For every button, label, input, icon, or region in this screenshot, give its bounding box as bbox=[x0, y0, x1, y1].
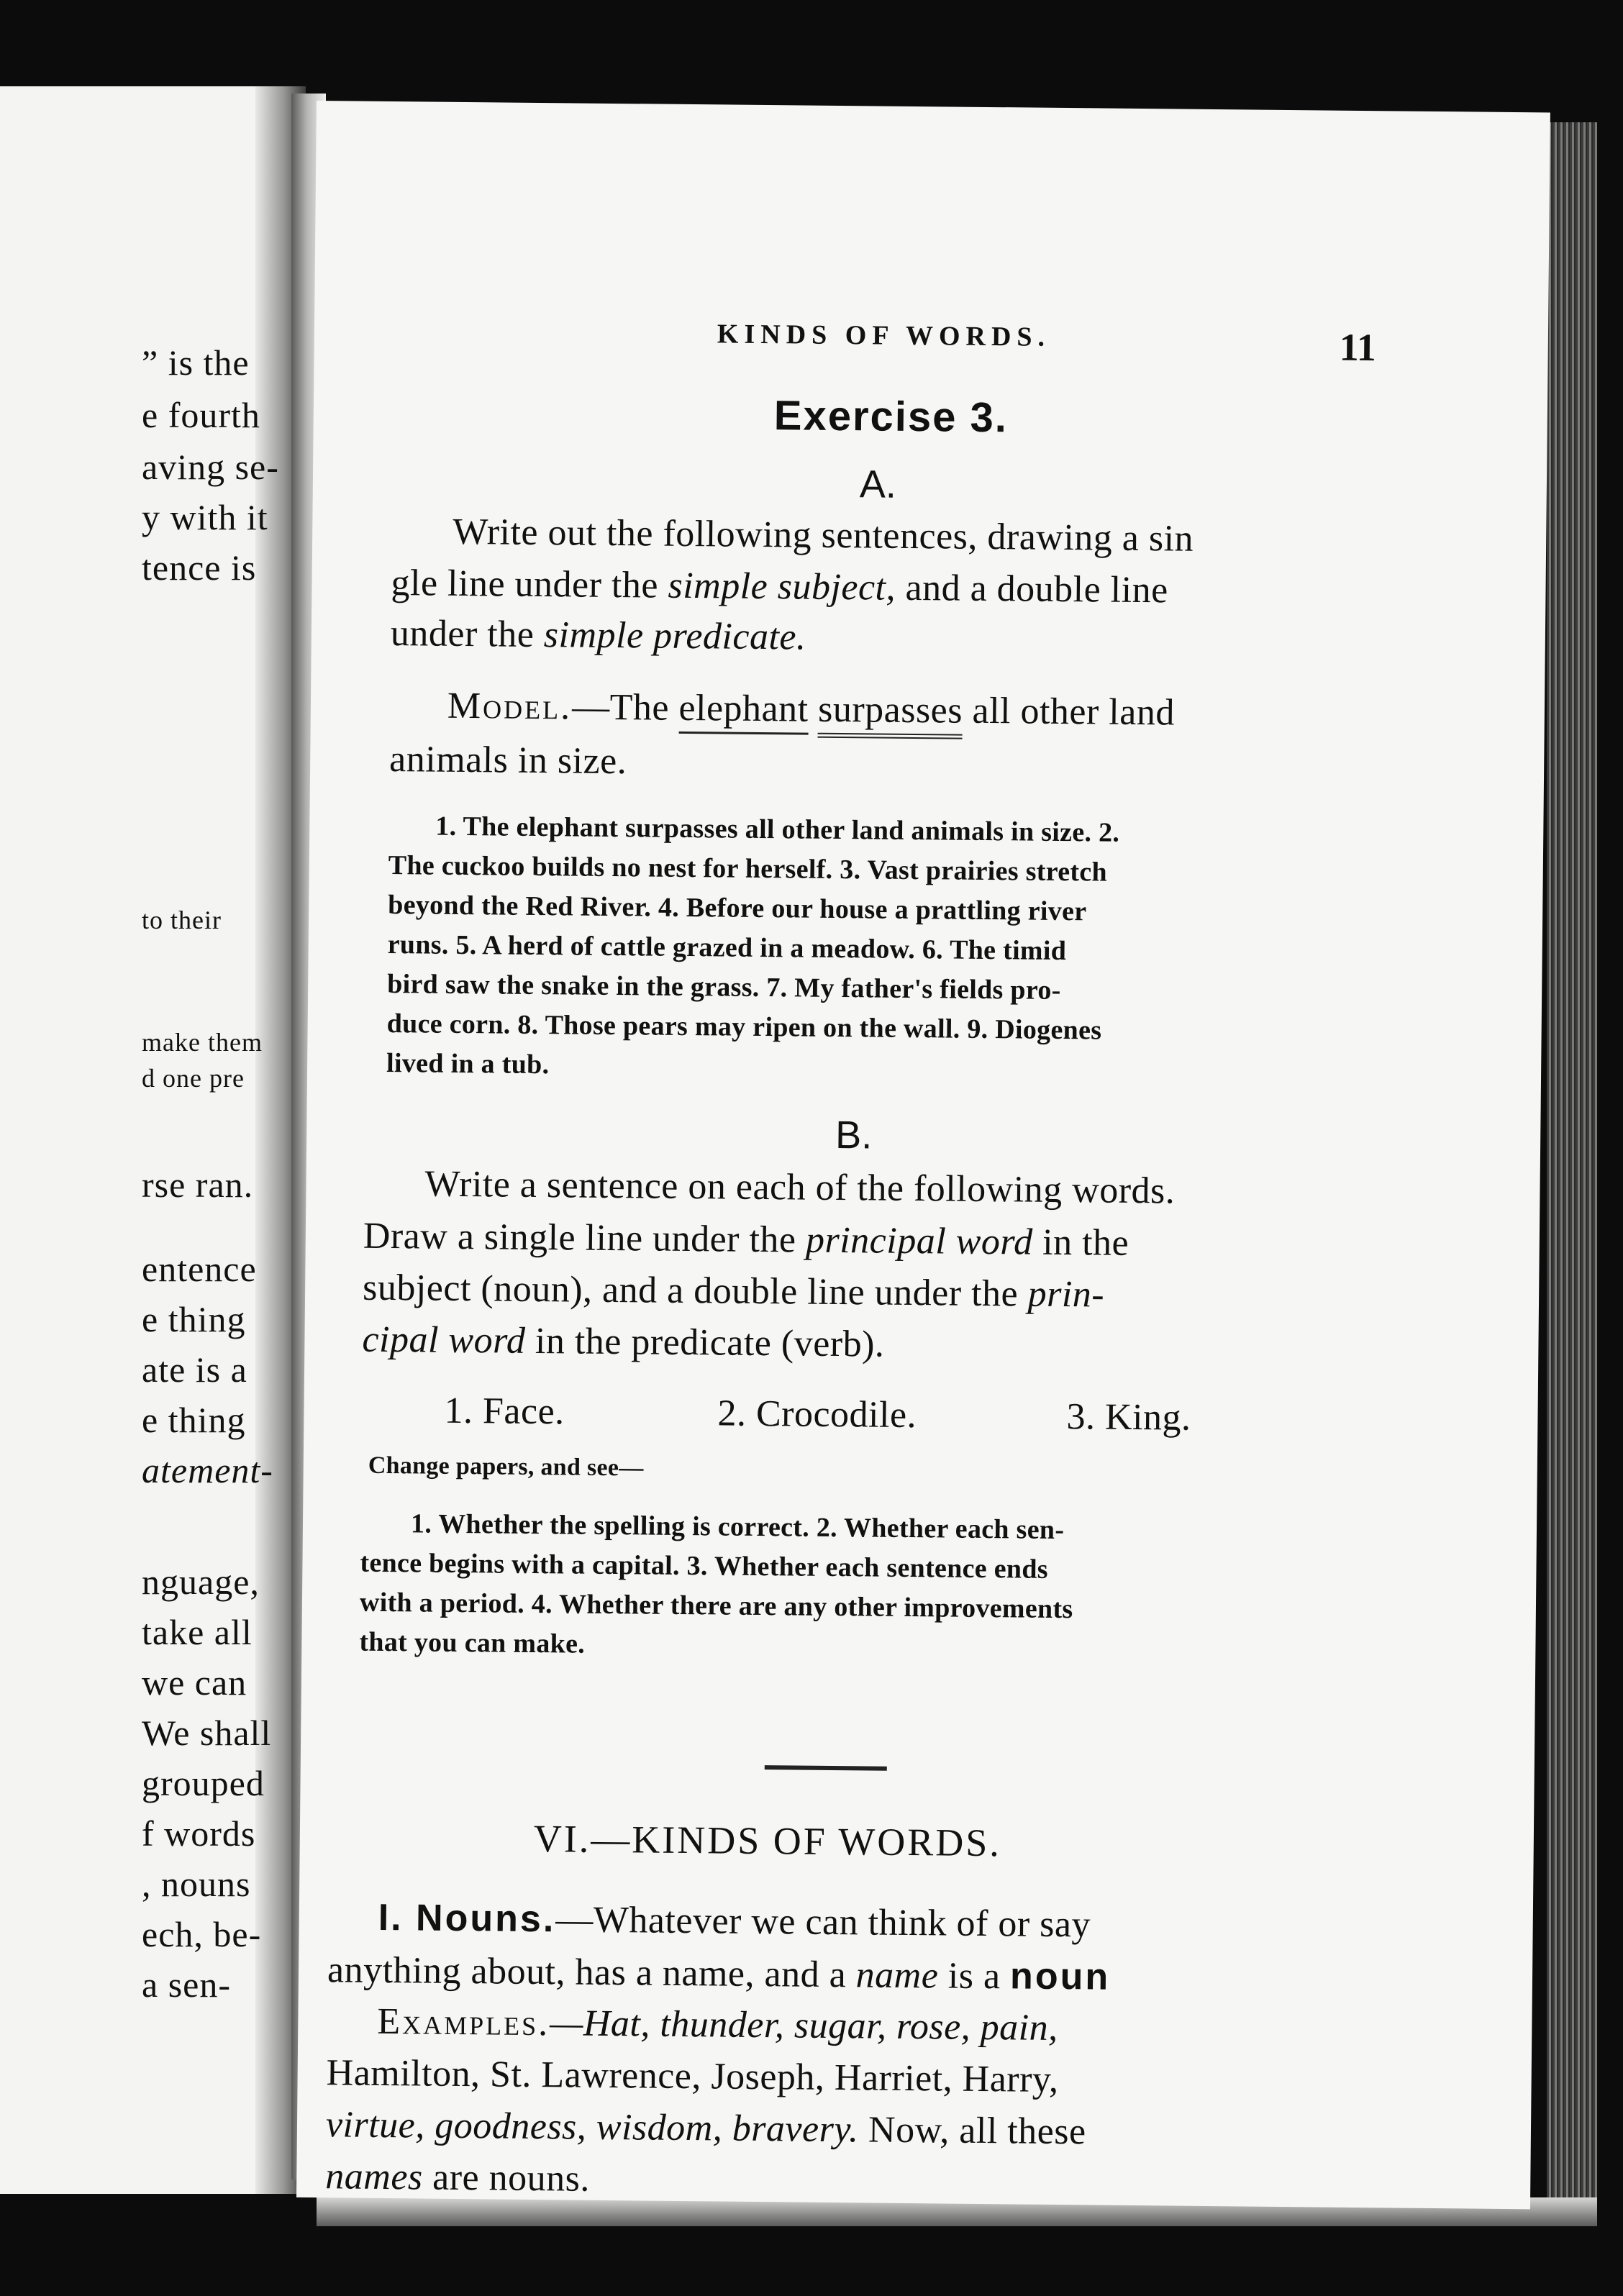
word-list-item: 3. King. bbox=[1066, 1396, 1191, 1439]
left-page-line: ate is a bbox=[142, 1349, 247, 1390]
part-a-sentence-line: The cuckoo builds no nest for herself. 3. Vast prairies stretch bbox=[388, 850, 1108, 888]
text: is a bbox=[938, 1955, 1011, 1997]
text bbox=[808, 689, 818, 730]
left-page-line: atement- bbox=[142, 1450, 273, 1490]
left-page bbox=[0, 86, 306, 2194]
part-a-letter: A. bbox=[859, 463, 897, 506]
exercise-heading: Exercise 3. bbox=[773, 392, 1009, 442]
left-page-line: e thing bbox=[142, 1400, 246, 1440]
left-page-line: take all bbox=[142, 1612, 253, 1652]
left-page-line: make them bbox=[142, 1028, 263, 1057]
left-page-line: aving se- bbox=[142, 447, 279, 487]
part-a-sentence-line: runs. 5. A herd of cattle grazed in a meadow. 6. The timid bbox=[387, 929, 1067, 967]
left-page-line: to their bbox=[142, 906, 222, 934]
emphasis-text: cipal word bbox=[362, 1318, 526, 1362]
text: Write out the following sentences, drawing a sin bbox=[452, 511, 1194, 560]
emphasis-text: virtue, goodness, wisdom, bravery. bbox=[325, 2104, 859, 2151]
nouns-label: I. Nouns. bbox=[378, 1896, 556, 1941]
change-papers-label: Change papers, and see— bbox=[368, 1452, 644, 1482]
left-page-line: rse ran. bbox=[142, 1165, 254, 1205]
section-divider-rule bbox=[765, 1765, 887, 1771]
emphasis-text: name bbox=[855, 1954, 939, 1997]
left-page-line: ech, be- bbox=[142, 1914, 262, 1954]
left-page-line: y with it bbox=[142, 497, 268, 537]
left-page-line: we can bbox=[142, 1662, 247, 1703]
text: in the predicate (verb). bbox=[525, 1320, 885, 1365]
emphasis-text: principal word bbox=[805, 1219, 1033, 1263]
page-number: 11 bbox=[1339, 325, 1377, 370]
model-label: Model. bbox=[447, 685, 573, 728]
left-page-line: f words bbox=[142, 1813, 256, 1854]
left-page-line: , nouns bbox=[142, 1864, 251, 1904]
word-list-item: 1. Face. bbox=[444, 1390, 565, 1433]
left-page-line: e fourth bbox=[142, 395, 260, 435]
left-page-line: We shall bbox=[142, 1713, 272, 1753]
examples-line bbox=[377, 2000, 1058, 2049]
text: in the bbox=[1032, 1221, 1129, 1264]
part-a-sentence-line: lived in a tub. bbox=[386, 1047, 550, 1080]
emphasis-text: names bbox=[325, 2156, 423, 2198]
text: anything about, has a name, and a bbox=[327, 1949, 856, 1996]
part-a-sentence-line: duce corn. 8. Those pears may ripen on the wall. 9. Diogenes bbox=[386, 1008, 1102, 1046]
emphasis-text: simple subject, bbox=[668, 565, 896, 609]
part-b-instruction-line bbox=[362, 1318, 885, 1366]
text: subject (noun), and a double line under the bbox=[362, 1267, 1028, 1315]
text: and a double line bbox=[895, 567, 1168, 611]
examples-label: Examples. bbox=[377, 2000, 550, 2044]
nouns-line bbox=[327, 1948, 1111, 1998]
left-page-line: d one pre bbox=[142, 1064, 245, 1093]
check-line: 1. Whether the spelling is correct. 2. Whether each sen- bbox=[410, 1508, 1065, 1546]
left-page-line: entence bbox=[142, 1249, 257, 1289]
emphasis-text: prin- bbox=[1027, 1273, 1105, 1316]
check-line: with a period. 4. Whether there are any other improvements bbox=[359, 1587, 1073, 1625]
model-line bbox=[447, 685, 1176, 734]
right-page bbox=[296, 101, 1550, 2209]
examples-line bbox=[325, 2155, 590, 2200]
running-header: KINDS OF WORDS. bbox=[717, 319, 1051, 352]
left-page-line: ” is the bbox=[142, 342, 250, 383]
text: gle line under the bbox=[391, 562, 668, 606]
part-a-instruction-line bbox=[391, 562, 1168, 611]
text: under the bbox=[390, 613, 545, 656]
section-heading: VI.—KINDS OF WORDS. bbox=[533, 1817, 1002, 1865]
model-subject-single-underline: elephant bbox=[678, 688, 809, 735]
emphasis-text: simple predicate. bbox=[543, 614, 806, 658]
text: —The bbox=[571, 686, 679, 729]
left-page-line: nguage, bbox=[142, 1562, 260, 1602]
left-page-line: a sen- bbox=[142, 1964, 231, 2005]
part-b-instruction-line bbox=[363, 1215, 1129, 1265]
emphasis-text: —Hat, thunder, sugar, rose, pain, bbox=[549, 2003, 1058, 2049]
check-line: that you can make. bbox=[359, 1626, 586, 1659]
examples-line bbox=[326, 2103, 1086, 2153]
text: Write a sentence on each of the following words. bbox=[424, 1163, 1176, 1212]
examples-line: Hamilton, St. Lawrence, Joseph, Harriet, Harry, bbox=[326, 2052, 1059, 2101]
part-a-sentence-line: bird saw the snake in the grass. 7. My father's fields pro- bbox=[387, 969, 1061, 1006]
part-b-instruction-line bbox=[424, 1163, 1175, 1213]
text: —Whatever we can think of or say bbox=[555, 1899, 1091, 1946]
left-page-line: tence is bbox=[142, 547, 257, 588]
model-line: animals in size. bbox=[388, 739, 627, 783]
part-b-instruction-line bbox=[363, 1267, 1105, 1316]
part-a-instruction-line bbox=[391, 612, 806, 659]
model-predicate-double-underline: surpasses bbox=[818, 689, 963, 739]
part-a-instruction-line bbox=[453, 511, 1194, 560]
noun-term: noun bbox=[1009, 1955, 1111, 1998]
text: Now, all these bbox=[858, 2109, 1086, 2153]
page-edges bbox=[1547, 122, 1597, 2223]
part-a-sentence-line: 1. The elephant surpasses all other land animals in size. 2. bbox=[435, 811, 1120, 848]
check-line: tence begins with a capital. 3. Whether each sentence ends bbox=[360, 1547, 1049, 1585]
text: Draw a single line under the bbox=[363, 1215, 806, 1261]
text: are nouns. bbox=[422, 2156, 591, 2200]
left-page-line: e thing bbox=[142, 1299, 246, 1339]
left-page-line: grouped bbox=[142, 1763, 265, 1803]
word-list-item: 2. Crocodile. bbox=[717, 1393, 917, 1436]
text: all other land bbox=[962, 690, 1176, 734]
nouns-line bbox=[378, 1896, 1091, 1946]
part-b-letter: B. bbox=[835, 1113, 873, 1157]
part-a-sentence-line: beyond the Red River. 4. Before our house a prattling river bbox=[388, 890, 1087, 927]
